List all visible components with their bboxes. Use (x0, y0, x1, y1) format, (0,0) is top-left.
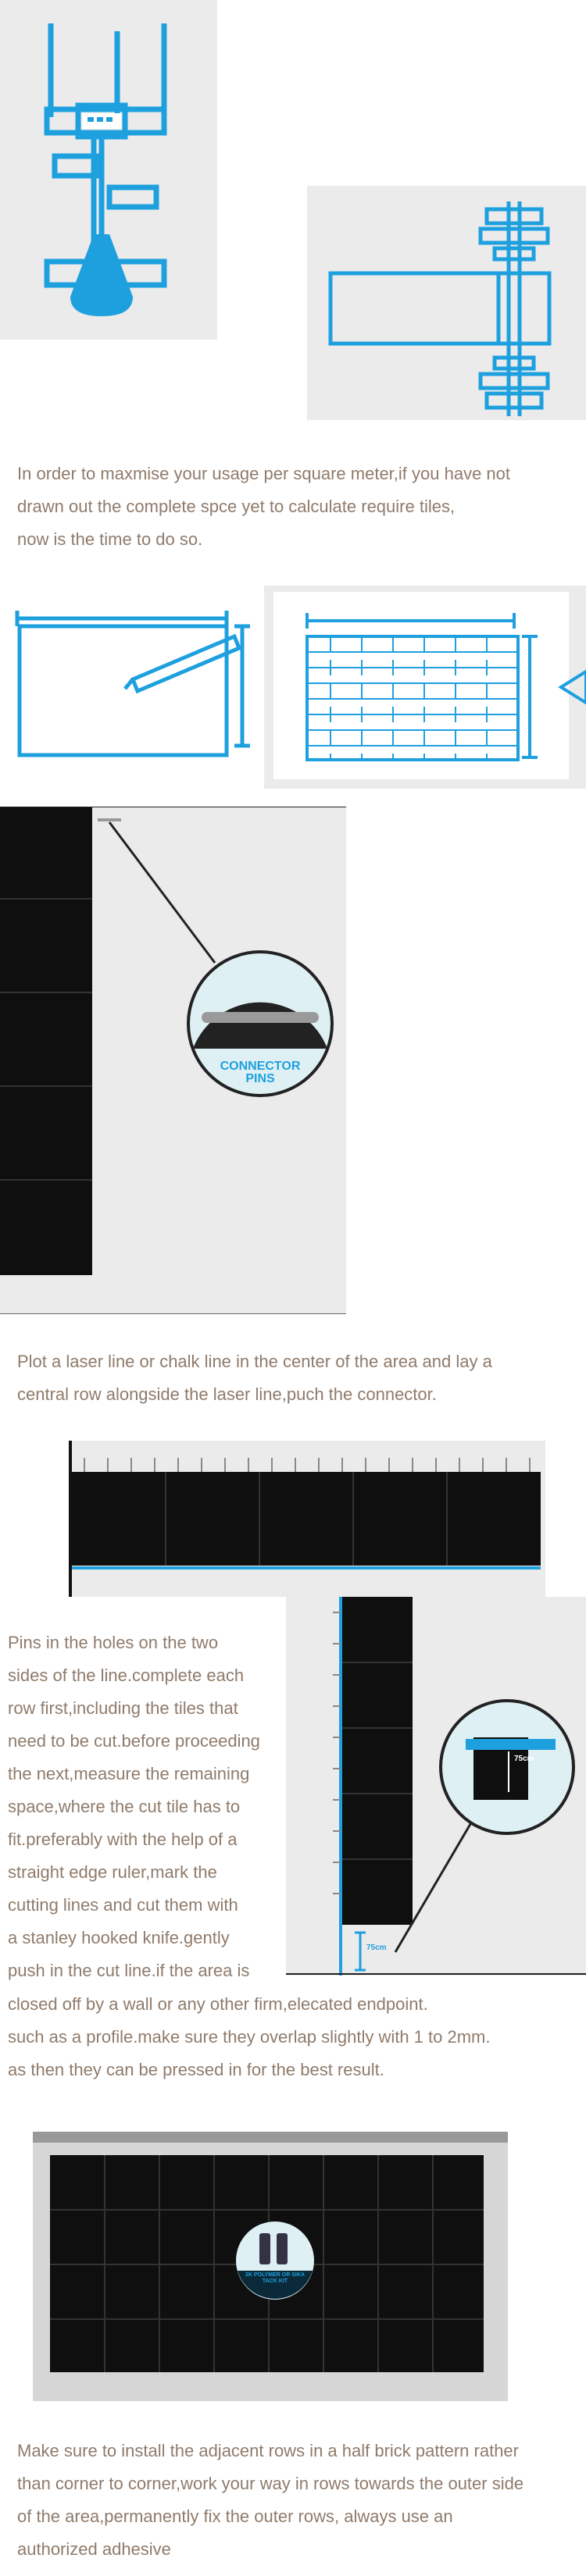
final-line: authorized adhesive (17, 2539, 171, 2559)
dumbbell-illustration (307, 186, 586, 420)
pins-line: row first,including the tiles that (8, 1698, 238, 1718)
pins-wide-line: such as a profile.make sure they overlap slightly with 1 to 2mm. (8, 2027, 491, 2047)
cross-trainer-illustration (0, 0, 217, 340)
pins-line: straight edge ruler,mark the (8, 1862, 217, 1882)
pins-wide-line: as then they can be pressed in for the best result. (8, 2060, 384, 2079)
connector-label-line2: PINS (245, 1072, 275, 1085)
floor-adhesive-illustration (33, 2132, 508, 2401)
tile-grid-illustration (264, 586, 586, 789)
floor-graphic (33, 2132, 508, 2401)
pins-line: cutting lines and cut them with (8, 1895, 238, 1915)
cross-trainer-icon (0, 0, 217, 340)
laser-line: Plot a laser line or chalk line in the center of the area and lay a (17, 1352, 492, 1371)
measure-label-small: 75cm (366, 1944, 387, 1952)
final-line: than corner to corner,work your way in rows towards the outer side (17, 2474, 524, 2493)
pins-line: fit.preferably with the help of a (8, 1830, 238, 1849)
pins-line: need to be cut.before proceeding (8, 1731, 260, 1751)
intro-paragraph (17, 458, 580, 556)
connector-pins-illustration (0, 807, 346, 1314)
pins-wide-line: closed off by a wall or any other firm,elecated endpoint. (8, 1994, 428, 2014)
pins-line: sides of the line.complete each (8, 1666, 245, 1685)
pencil-sketch-icon (0, 609, 258, 757)
final-line: of the area,permanently fix the outer rows, always use an (17, 2507, 453, 2526)
final-paragraph (17, 2435, 580, 2566)
cut-tile-graphic (286, 1597, 586, 1976)
central-row-illustration (69, 1441, 545, 1597)
laser-line: central row alongside the laser line,puch the connector. (17, 1384, 437, 1404)
connector-label-line1: CONNECTOR (220, 1060, 301, 1073)
dumbbell-icon (307, 186, 586, 420)
pins-line: push in the cut line.if the area is (8, 1961, 250, 1980)
plan-sketch-illustration (0, 609, 258, 757)
central-row-graphic (69, 1441, 545, 1597)
pins-paragraph-wide (8, 1988, 570, 2086)
pins-line: Pins in the holes on the two (8, 1633, 219, 1652)
cut-tile-illustration (286, 1597, 586, 1976)
intro-line: In order to maxmise your usage per square meter,if you have not (17, 464, 510, 483)
adhesive-badge-text: 2K POLYMER OR SIKA TACK KIT (245, 2272, 305, 2284)
final-line: Make sure to install the adjacent rows in a half brick pattern rather (17, 2441, 519, 2460)
intro-line: now is the time to do so. (17, 529, 203, 549)
laser-paragraph (17, 1345, 580, 1411)
measure-label: 75cm (514, 1755, 534, 1763)
pins-line: the next,measure the remaining (8, 1764, 250, 1783)
intro-line: drawn out the complete spce yet to calculate require tiles, (17, 497, 456, 516)
tile-grid-icon (264, 586, 586, 789)
pins-line: space,where the cut tile has to (8, 1797, 241, 1816)
pins-line: a stanley hooked knife.gently (8, 1928, 230, 1947)
pins-paragraph (8, 1626, 285, 1987)
